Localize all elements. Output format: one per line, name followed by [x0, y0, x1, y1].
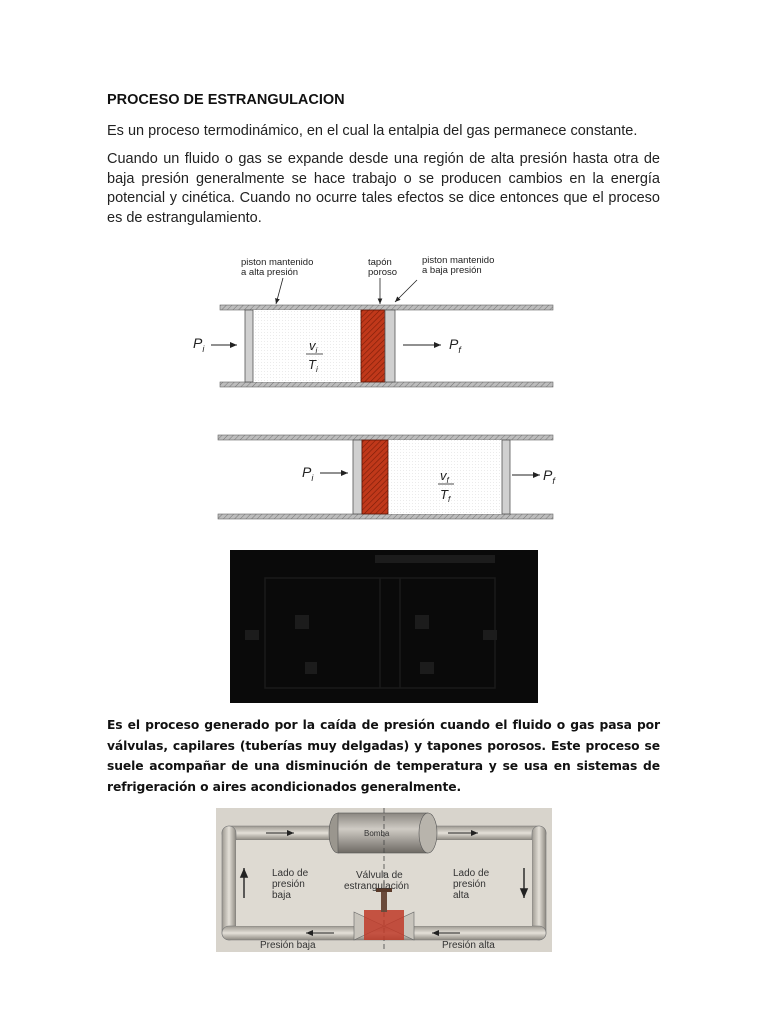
refrigeration-cycle-image [216, 808, 552, 952]
low-side-label-1: Lado de [272, 868, 309, 879]
volume-label-final: $v_f$ [440, 468, 449, 485]
pressure-out-label: $P_f$ [449, 336, 461, 355]
high-side-label-1: Lado de [453, 868, 490, 879]
valve-label-2: estrangulación [344, 881, 410, 892]
throttling-diagram-initial [185, 250, 565, 395]
valve-label-1: Válvula de [356, 870, 403, 881]
low-pressure-label: Presión baja [260, 940, 316, 951]
paragraph-2: Cuando un fluido o gas se expande desde una región de alta presión hasta otra de baja presión generalmente se hace trabajo o se producen cambios en la energía potencial y cinética. Cuando no ocurre tales efectos se dice entonces que el proceso es de estrangulamiento. [107, 151, 660, 226]
pump-label: Bomba [364, 829, 390, 838]
high-side-label-3: alta [453, 890, 470, 901]
label-right-piston-1: piston mantenido [422, 255, 495, 266]
label-plug-2: poroso [368, 267, 398, 278]
temperature-label-final: $T_f$ [440, 487, 451, 504]
pressure-in-label-final: $P_i$ [302, 464, 314, 483]
low-side-label-2: presión [272, 879, 305, 890]
throttling-diagram-final [210, 430, 580, 525]
label-left-piston-2: a alta presión [241, 267, 299, 278]
label-right-piston-2: a baja presión [422, 265, 482, 276]
dark-diagram-image [230, 550, 538, 703]
low-side-label-3: baja [272, 890, 291, 901]
high-pressure-label: Presión alta [442, 940, 495, 951]
pressure-out-label-final: $P_f$ [543, 467, 555, 486]
high-side-label-2: presión [453, 879, 486, 890]
label-left-piston-1: piston mantenido [241, 257, 314, 268]
volume-label: $v_i$ [309, 338, 318, 355]
label-plug-1: tapón [368, 257, 392, 268]
temperature-label: $T_i$ [308, 357, 318, 374]
pressure-in-label: $P_i$ [193, 335, 205, 354]
paragraph-3: Es el proceso generado por la caída de presión cuando el fluido o gas pasa por válvulas, capilares (tuberías muy delgadas) y tapones porosos. Este proceso se suele acompañar de una disminución de temperatura y se usa en sistemas de refrigeración o aires acondicionados generalmente. [107, 718, 660, 794]
page-title: PROCESO DE ESTRANGULACION [107, 92, 345, 108]
paragraph-1: Es un proceso termodinámico, en el cual la entalpia del gas permanece constante. [107, 123, 638, 139]
